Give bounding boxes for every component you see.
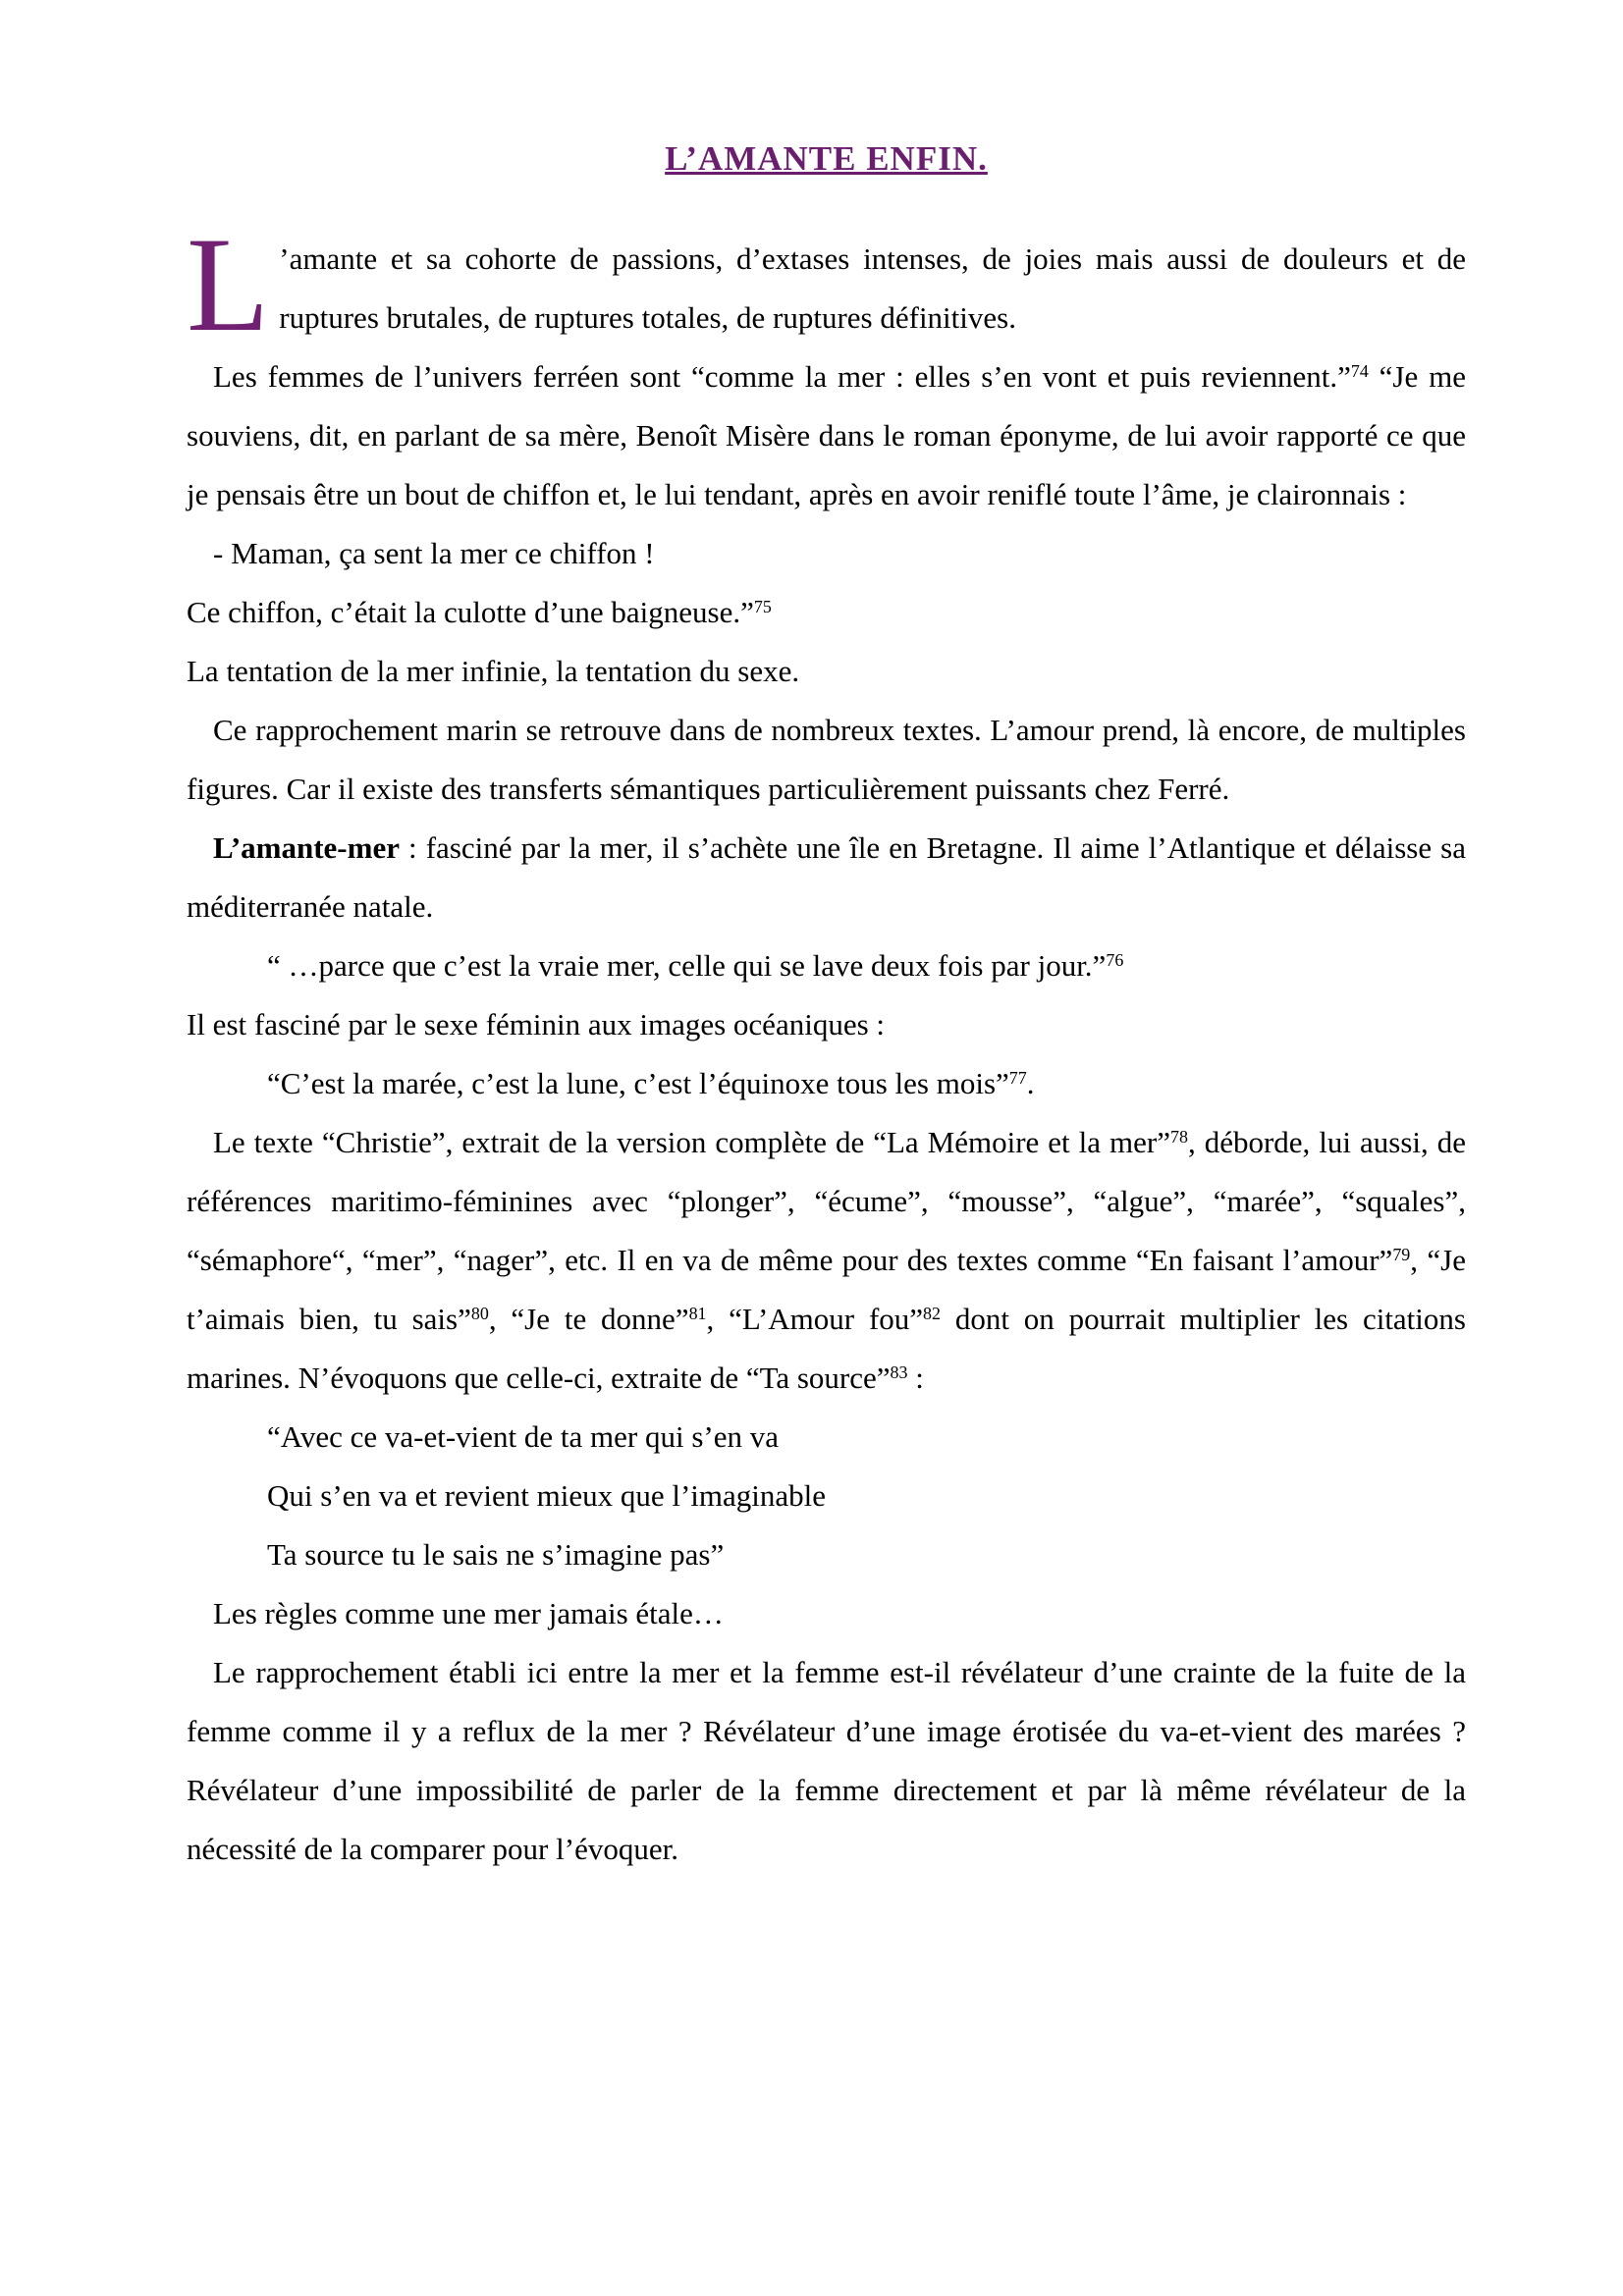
text-run: :	[907, 1361, 924, 1395]
text-run: “Je me souviens, dit, en parlant de sa mère, Benoît Misère dans le roman éponyme, de lui avoir rapporté ce que je pensais être un bout de chiffon et, le lui tendant, après en avoir reniflé toute l’âme, je claironnais :	[187, 359, 1466, 511]
paragraph-15	[187, 1584, 1466, 1643]
footnote-ref: 82	[923, 1304, 941, 1324]
paragraph-11	[187, 1113, 1466, 1408]
text-run: Le rapprochement établi ici entre la mer et la femme est-il révélateur d’une crainte de la fuite de la femme comme il y a reflux de la mer ? Révélateur d’une image érotisée du va-et-vient des marées ? Révélateur d’une impossibilité de parler de la femme directement et par là même révélateur de la nécessité de la comparer pour l’évoquer.	[187, 1655, 1466, 1866]
text-run: Ce chiffon, c’était la culotte d’une baigneuse.”	[187, 595, 754, 629]
paragraph-7	[187, 819, 1466, 936]
paragraph-5	[187, 642, 1466, 701]
text-run: .	[1026, 1066, 1035, 1100]
page-title: L’AMANTE ENFIN.	[665, 139, 988, 178]
paragraph-1	[187, 209, 1466, 359]
text-run: , “Je te donne”	[488, 1302, 689, 1336]
text-run: , déborde, lui aussi, de références maritimo-féminines avec “plonger”, “écume”, “mousse”, “algue”, “marée”, “squales”, “sémaphore“, “mer”, “nager”, etc. Il en va de même pour des textes comme “En faisant l’amour”	[187, 1125, 1466, 1277]
text-run: Il est fasciné par le sexe féminin aux images océaniques :	[187, 1007, 886, 1041]
text-run: Les règles comme une mer jamais étale…	[213, 1596, 724, 1630]
footnote-ref: 77	[1008, 1068, 1027, 1089]
footnote-ref: 75	[753, 597, 772, 617]
paragraph-14	[187, 1525, 1466, 1584]
paragraph-6	[187, 701, 1466, 819]
paragraph-13	[187, 1467, 1466, 1525]
paragraph-2	[187, 347, 1466, 524]
text-run: “Avec ce va-et-vient de ta mer qui s’en va	[267, 1419, 779, 1454]
text-run: ’amante et sa cohorte de passions, d’extases intenses, de joies mais aussi de douleurs et de ruptures brutales, de ruptures totales, de ruptures définitives.	[279, 241, 1466, 335]
paragraph-9	[187, 995, 1466, 1054]
footnote-ref: 79	[1392, 1245, 1411, 1265]
text-run: : fasciné par la mer, il s’achète une île en Bretagne. Il aime l’Atlantique et délaisse sa méditerranée natale.	[187, 830, 1466, 924]
text-run: “ …parce que c’est la vraie mer, celle qui se lave deux fois par jour.”	[267, 948, 1107, 983]
text-run: - Maman, ça sent la mer ce chiffon !	[213, 536, 655, 570]
text-run: , “Je t’aimais bien, tu sais”	[187, 1243, 1466, 1336]
paragraph-4	[187, 583, 1466, 642]
paragraph-10	[187, 1054, 1466, 1113]
text-run: “C’est la marée, c’est la lune, c’est l’équinoxe tous les mois”	[267, 1066, 1009, 1100]
paragraph-3	[187, 524, 1466, 583]
footnote-ref: 81	[688, 1304, 707, 1324]
text-run: La tentation de la mer infinie, la tentation du sexe.	[187, 654, 800, 688]
text-run: Les femmes de l’univers ferréen sont “comme la mer : elles s’en vont et puis reviennent.”	[213, 359, 1351, 394]
footnote-ref: 76	[1106, 950, 1124, 971]
text-run: Le texte “Christie”, extrait de la version complète de “La Mémoire et la mer”	[213, 1125, 1170, 1159]
text-run: Ce rapprochement marin se retrouve dans de nombreux textes. L’amour prend, là encore, de multiples figures. Car il existe des transferts sémantiques particulièrement puissants chez Ferré.	[187, 713, 1466, 806]
text-run: dont on pourrait multiplier les citations marines. N’évoquons que celle-ci, extraite de “Ta source”	[187, 1302, 1466, 1395]
text-run-bold: L’amante-mer	[213, 830, 400, 865]
footnote-ref: 80	[470, 1304, 489, 1324]
footnote-ref: 74	[1350, 361, 1369, 382]
footnote-ref: 83	[890, 1362, 908, 1383]
drop-cap: L	[187, 209, 270, 359]
footnote-ref: 78	[1169, 1127, 1188, 1148]
text-run: Ta source tu le sais ne s’imagine pas”	[267, 1537, 725, 1572]
paragraph-8	[187, 936, 1466, 995]
paragraph-16	[187, 1643, 1466, 1879]
paragraph-12	[187, 1408, 1466, 1467]
text-run: Qui s’en va et revient mieux que l’imaginable	[267, 1478, 827, 1513]
text-run: , “L’Amour fou”	[706, 1302, 924, 1336]
document-body	[187, 209, 1466, 1879]
